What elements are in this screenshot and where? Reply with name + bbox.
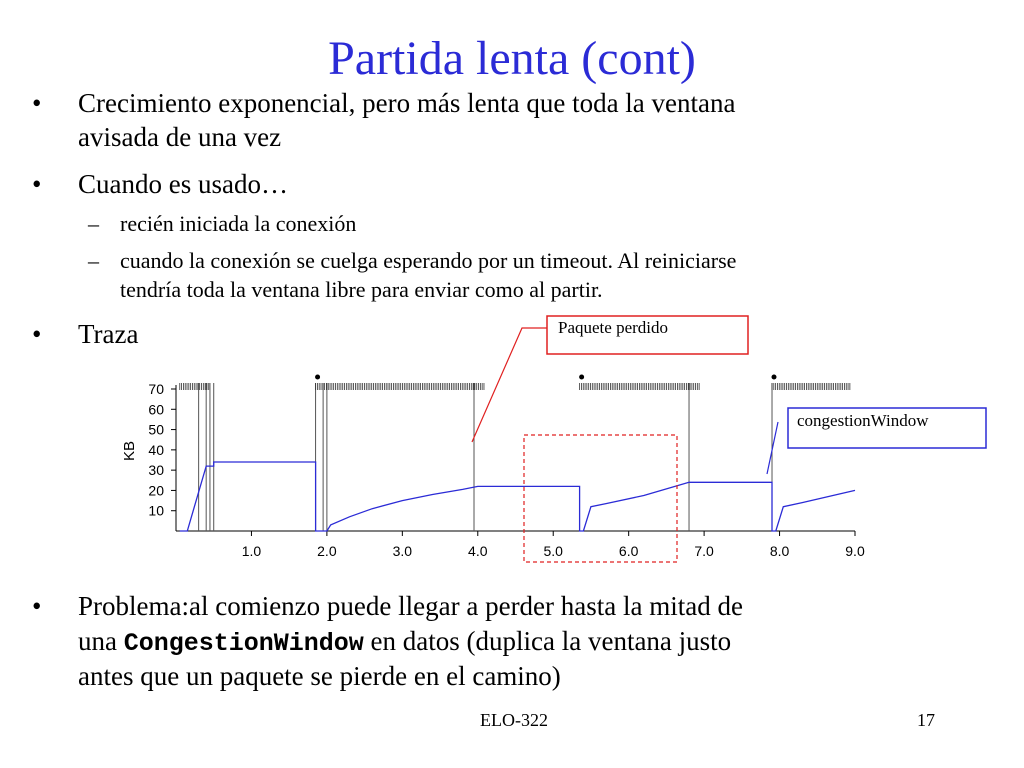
lost-packet-callout-label: Paquete perdido: [558, 318, 668, 337]
subbullet-text: cuando la conexión se cuelga esperando por un timeout. Al reiniciarse: [120, 248, 737, 273]
slide-title: Partida lenta (cont): [328, 32, 696, 85]
code-congestion-window: CongestionWindow: [123, 629, 364, 658]
bullet-text: Traza: [78, 319, 139, 349]
x-tick-label: 9.0: [845, 543, 865, 559]
x-tick-label: 5.0: [543, 543, 563, 559]
bullet-text: Cuando es usado…: [78, 169, 288, 199]
cwnd-callout-label: congestionWindow: [797, 411, 929, 430]
x-tick-label: 6.0: [618, 543, 639, 559]
x-tick-label: 8.0: [769, 543, 790, 559]
dash-symbol: –: [88, 248, 99, 273]
y-tick-label: 10: [148, 502, 164, 519]
subbullet-text-line2: tendría toda la ventana libre para enviar como al partir.: [120, 277, 603, 302]
bullet-text: Problema:al comienzo puede llegar a perder hasta la mitad de: [78, 591, 743, 621]
x-tick-label: 3.0: [392, 543, 413, 559]
y-tick-label: 60: [148, 401, 164, 418]
bullet-symbol: •: [32, 591, 42, 621]
x-tick-label: 1.0: [241, 543, 262, 559]
bullet-text-line2: avisada de una vez: [78, 122, 282, 152]
bullet-symbol: •: [32, 88, 42, 118]
y-tick-label: 20: [148, 482, 164, 499]
y-tick-label: 50: [148, 421, 164, 438]
x-tick-label: 4.0: [468, 543, 488, 559]
y-tick-label: 70: [148, 381, 164, 397]
dash-symbol: –: [88, 211, 99, 236]
y-tick-label: 40: [148, 441, 164, 458]
bullet-text: Crecimiento exponencial, pero más lenta que toda la ventana: [78, 88, 736, 118]
bullet-text-line2: [78, 625, 731, 660]
lost-packet-pointer: [472, 328, 547, 442]
bullet-text-line3: antes que un paquete se pierde en el camino): [78, 661, 561, 691]
page-number: 17: [917, 710, 935, 730]
y-tick-label: 30: [148, 462, 164, 479]
timeout-dot: [579, 375, 584, 380]
timeout-dot: [772, 375, 777, 380]
bullet-symbol: •: [32, 319, 42, 349]
x-tick-label: 2.0: [317, 543, 337, 559]
bullet-text-pre: una: [78, 626, 117, 656]
bullet-symbol: •: [32, 169, 42, 199]
footer-course: ELO-322: [480, 710, 548, 730]
congestion-window-line: [180, 462, 855, 531]
subbullet-text: recién iniciada la conexión: [120, 211, 357, 236]
bullet-text-post: en datos (duplica la ventana justo: [370, 626, 732, 656]
x-tick-label: 7.0: [694, 543, 714, 559]
timeout-dot: [315, 375, 320, 380]
bullet-problem: [32, 590, 1002, 690]
y-axis-label: KB: [121, 440, 138, 462]
